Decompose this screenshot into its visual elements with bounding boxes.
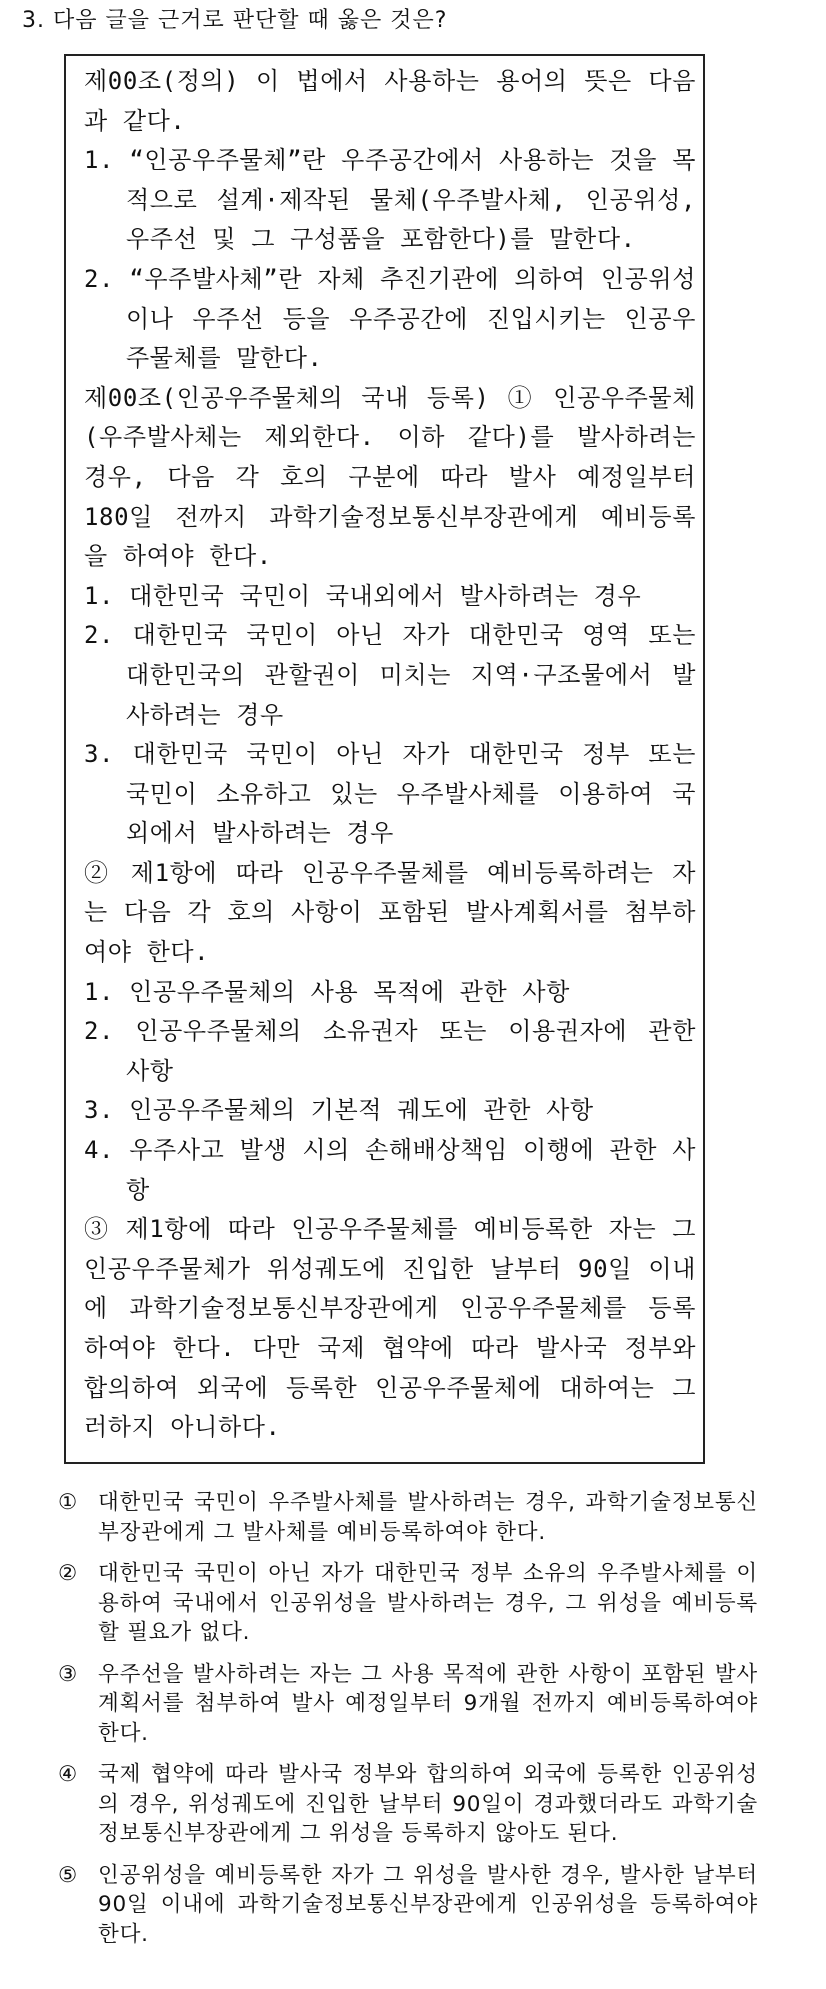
choice-number: ①: [58, 1490, 79, 1515]
passage-text: [84, 62, 696, 1448]
choice-number: ③: [58, 1661, 79, 1687]
choice-text: 우주선을 발사하려는 자는 그 사용 목적에 관한 사항이 포함된 발사계획서를 첨부하여 발사 예정일부터 9개월 전까지 예비등록하여야 한다.: [98, 1661, 758, 1746]
article-registration-heading: 제00조(인공우주물체의 국내 등록) ① 인공우주물체(우주발사체는 제외한다. 이하 같다)를 발사하려는 경우, 다음 각 호의 구분에 따라 발사 예정일부터 180일 전까지 과학기술정보통신부장관에게 예비등록을 하여야 한다.: [84, 383, 696, 571]
choice-5[interactable]: [58, 1861, 758, 1950]
article-definitions-heading: 제00조(정의) 이 법에서 사용하는 용어의 뜻은 다음 과 같다.: [84, 67, 696, 135]
choice-3[interactable]: [58, 1660, 758, 1749]
paragraph-3: ③ 제1항에 따라 인공우주물체를 예비등록한 자는 그 인공우주물체가 위성궤도에 진입한 날부터 90일 이내에 과학기술정보통신부장관에게 인공우주물체를 등록하여야 한다. 다만 국제 협약에 따라 발사국 정부와 합의하여 외국에 등록한 인공우주물체에 대하여는 그러하지 아니하다.: [84, 1215, 696, 1442]
choice-text: 국제 협약에 따라 발사국 정부와 합의하여 외국에 등록한 인공위성의 경우, 위성궤도에 진입한 날부터 90일이 경과했더라도 과학기술정보통신부장관에게 그 위성을 등록하지 않아도 된다.: [98, 1762, 758, 1846]
paragraph1-item: 2. 대한민국 국민이 아닌 자가 대한민국 영역 또는 대한민국의 관할권이 미치는 지역·구조물에서 발사하려는 경우: [84, 621, 696, 729]
choice-text: 대한민국 국민이 아닌 자가 대한민국 정부 소유의 우주발사체를 이용하여 국내에서 인공위성을 발사하려는 경우, 그 위성을 예비등록할 필요가 없다.: [98, 1561, 758, 1645]
choice-2[interactable]: [58, 1559, 758, 1648]
choice-text: 대한민국 국민이 우주발사체를 발사하려는 경우, 과학기술정보통신부장관에게 그 발사체를 예비등록하여야 한다.: [98, 1490, 758, 1545]
choice-text: 인공위성을 예비등록한 자가 그 위성을 발사한 경우, 발사한 날부터 90일 이내에 과학기술정보통신부장관에게 인공위성을 등록하여야 한다.: [98, 1862, 758, 1947]
question-stem: 3. 다음 글을 근거로 판단할 때 옳은 것은?: [22, 8, 448, 33]
paragraph1-item: 1. 대한민국 국민이 국내외에서 발사하려는 경우: [84, 581, 642, 610]
choice-1[interactable]: [58, 1488, 758, 1547]
choice-number: ④: [58, 1762, 79, 1787]
paragraph2-item: 2. 인공우주물체의 소유권자 또는 이용권자에 관한 사항: [84, 1017, 696, 1085]
paragraph2-item: 3. 인공우주물체의 기본적 궤도에 관한 사항: [84, 1096, 594, 1125]
paragraph2-item: 4. 우주사고 발생 시의 손해배상책임 이행에 관한 사항: [84, 1136, 696, 1204]
paragraph2-item: 1. 인공우주물체의 사용 목적에 관한 사항: [84, 977, 570, 1006]
paragraph1-item: 3. 대한민국 국민이 아닌 자가 대한민국 정부 또는 국민이 소유하고 있는 우주발사체를 이용하여 국외에서 발사하려는 경우: [84, 740, 696, 848]
choice-number: ②: [58, 1561, 79, 1586]
answer-choices: [58, 1488, 758, 1961]
definition-item: 1. “인공우주물체”란 우주공간에서 사용하는 것을 목적으로 설계·제작된 물체(우주발사체, 인공위성, 우주선 및 그 구성품을 포함한다)를 말한다.: [84, 146, 696, 254]
choice-4[interactable]: [58, 1760, 758, 1849]
definition-item: 2. “우주발사체”란 자체 추진기관에 의하여 인공위성이나 우주선 등을 우주공간에 진입시키는 인공우주물체를 말한다.: [84, 264, 696, 373]
paragraph-2: ② 제1항에 따라 인공우주물체를 예비등록하려는 자는 다음 각 호의 사항이 포함된 발사계획서를 첨부하여야 한다.: [84, 858, 696, 967]
choice-number: ⑤: [58, 1862, 79, 1888]
